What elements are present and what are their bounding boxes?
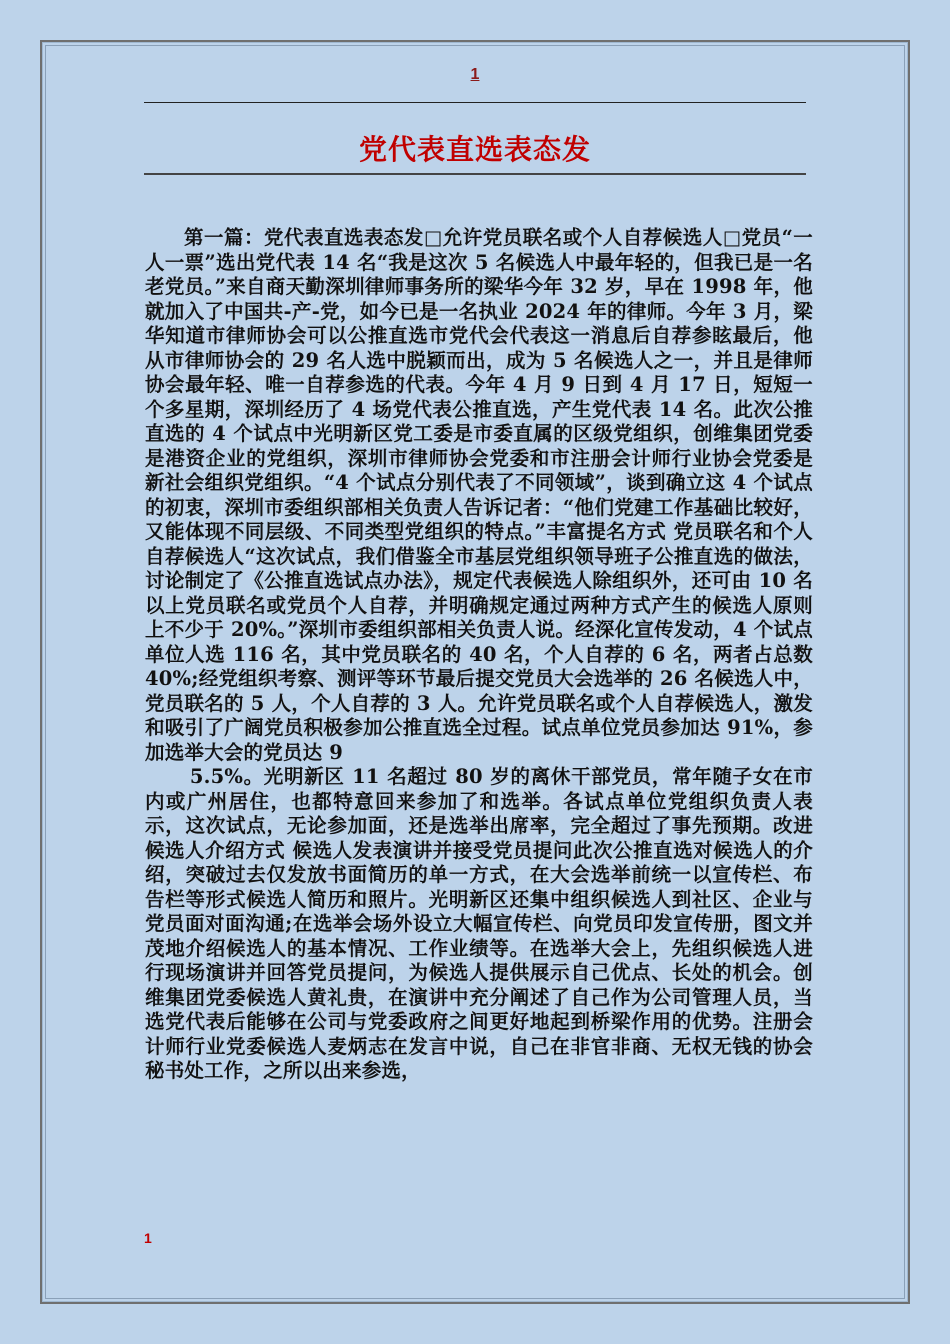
header-divider <box>144 102 806 103</box>
header-page-number: 1 <box>470 66 480 83</box>
paragraph: 第一篇：党代表直选表态发□允许党员联名或个人自荐候选人□党员“一人一票”选出党代表 14 名“我是这次 5 名候选人中最年轻的，但我已是一名老党员。”来自商天勤深圳律师事务所的梁华今年 32 岁，早在 1998 年，他就加入了中国共-产-党，如今已是一名执业 2024 年的律师。今年 3 月，梁华知道市律师协会可以公推直选市党代会代表这一消息后自荐参眩最后，他从市律师协会的 29 名人选中脱颖而出，成为 5 名候选人之一，并且是律师协会最年轻、唯一自荐参选的代表。今年 4 月 9 日到 4 月 17 日，短短一个多星期，深圳经历了 4 场党代表公推直选，产生党代表 14 名。此次公推直选的 4 个试点中光明新区党工委是市委直属的区级党组织，创维集团党委是港资企业的党组织，深圳市律师协会党委和市注册会计师行业协会党委是新社会组织党组织。“4 个试点分别代表了不同领域”，谈到确立这 4 个试点的初衷，深圳市委组织部相关负责人告诉记者：“他们党建工作基础比较好，又能体现不同层级、不同类型党组织的特点。”丰富提名方式 党员联名和个人自荐候选人“这次试点，我们借鉴全市基层党组织领导班子公推直选的做法，讨论制定了《公推直选试点办法》，规定代表候选人除组织外，还可由 10 名以上党员联名或党员个人自荐，并明确规定通过两种方式产生的候选人原则上不少于 20%。”深圳市委组织部相关负责人说。经深化宣传发动，4 个试点单位人选 116 名，其中党员联名的 40 名，个人自荐的 6 名，两者占总数 40%;经党组织考察、测评等环节最后提交党员大会选举的 26 名候选人中，党员联名的 5 人，个人自荐的 3 人。允许党员联名或个人自荐候选人，激发和吸引了广阔党员积极参加公推直选全过程。试点单位党员参加达 91%，参加选举大会的党员达 9 <box>145 226 813 764</box>
paragraph: 5.5%。光明新区 11 名超过 80 岁的离休干部党员，常年随子女在市内或广州居住，也都特意回来参加了和选举。各试点单位党组织负责人表示，这次试点，无论参加面，还是选举出席率，完全超过了事先预期。改进候选人介绍方式 候选人发表演讲并接受党员提问此次公推直选对候选人的介绍，突破过去仅发放书面简历的单一方式，在大会选举前统一以宣传栏、布告栏等形式候选人简历和照片。光明新区还集中组织候选人到社区、企业与党员面对面沟通;在选举会场外设立大幅宣传栏、向党员印发宣传册，图文并茂地介绍候选人的基本情况、工作业绩等。在选举大会上，先组织候选人进行现场演讲并回答党员提问，为候选人提供展示自己优点、长处的机会。创维集团党委候选人黄礼贵，在演讲中充分阐述了自己作为公司管理人员，当选党代表后能够在公司与党委政府之间更好地起到桥梁作用的优势。注册会计师行业党委候选人麦炳志在发言中说，自己在非官非商、无权无钱的协会秘书处工作，之所以出来参选， <box>145 765 813 1082</box>
footer-page-number: 1 <box>144 1230 152 1246</box>
document-title: 党代表直选表态发 <box>358 133 591 166</box>
document-body <box>145 226 813 1084</box>
title-divider <box>144 173 806 175</box>
